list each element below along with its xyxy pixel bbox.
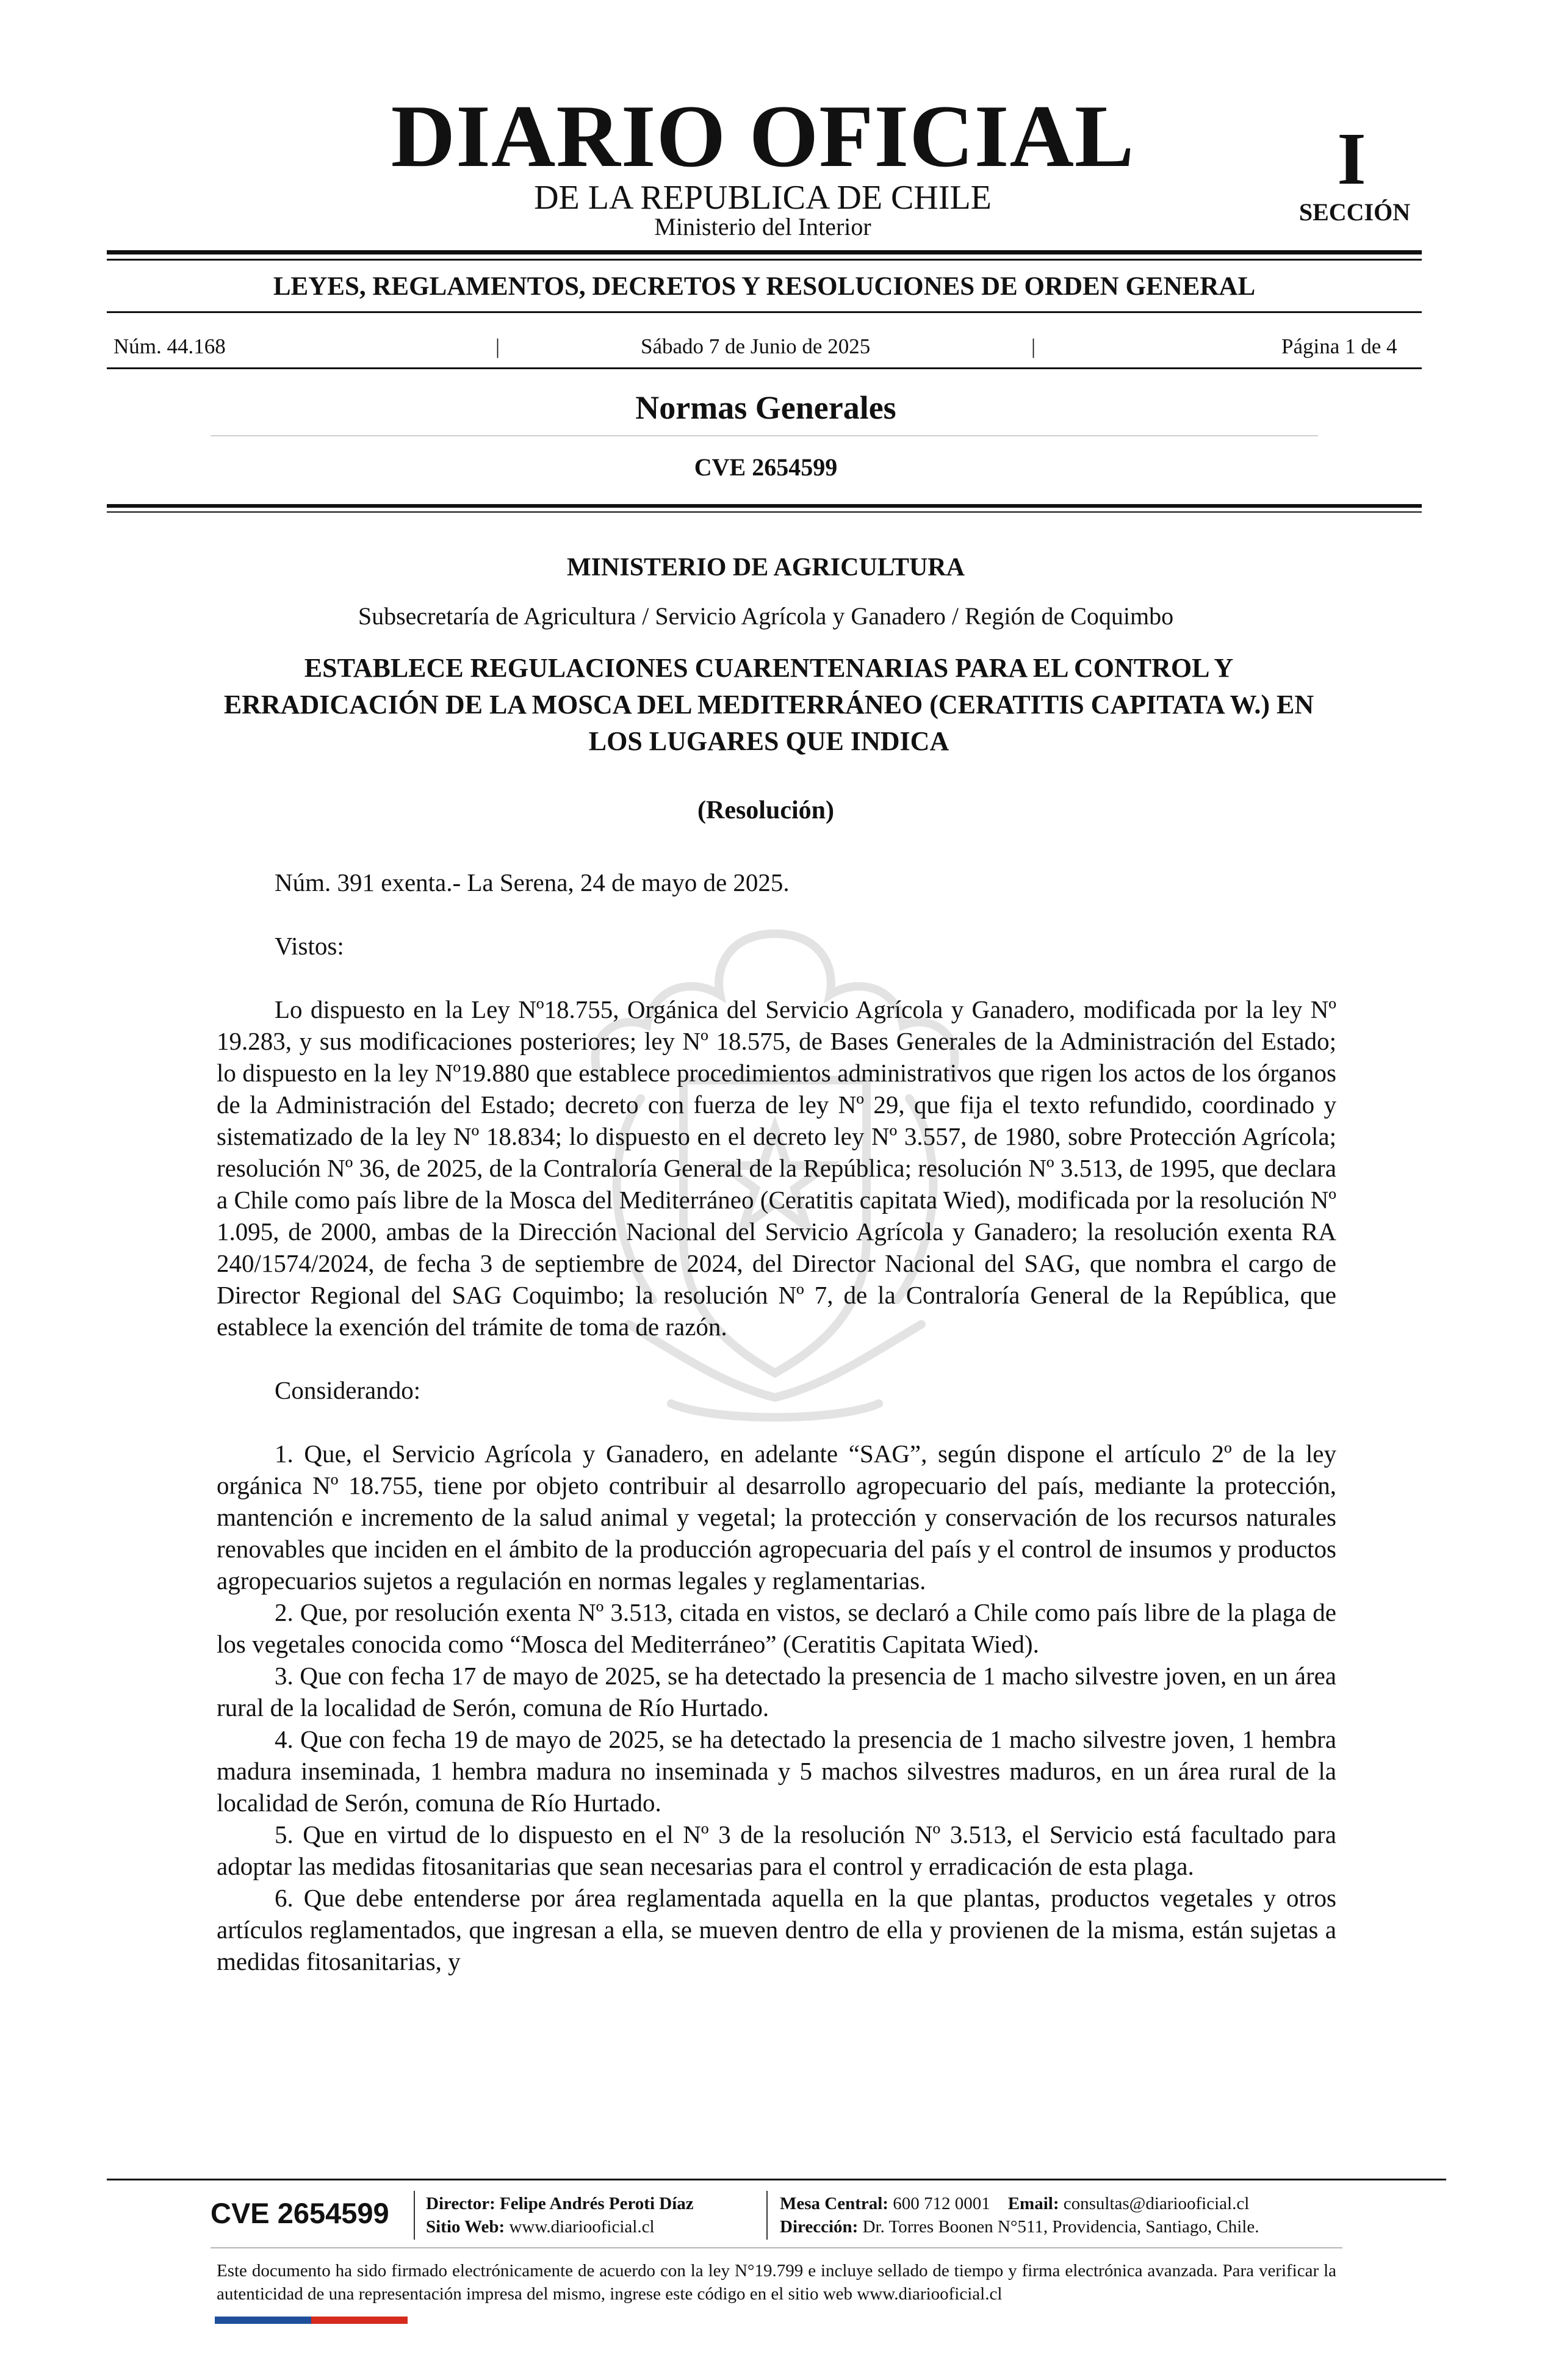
- masthead-subtitle: DE LA REPUBLICA DE CHILE: [534, 179, 992, 217]
- director-name: Felipe Andrés Peroti Díaz: [500, 2194, 694, 2213]
- address-text: Dr. Torres Boonen N°511, Providencia, Santiago, Chile.: [862, 2217, 1259, 2237]
- website-link[interactable]: www.diariooficial.cl: [509, 2217, 655, 2237]
- considerando-item: 5. Que en virtud de lo dispuesto en el Nº 3 de la resolución Nº 3.513, el Servicio está facultado para adoptar las medidas fitosanitarias que sean necesarias para el control y erradicación de esta plaga.: [217, 1820, 1336, 1880]
- resolution-kind: (Resolución): [697, 796, 834, 824]
- flag-stripe-red: [311, 2317, 408, 2324]
- masthead-rule-thin: [107, 259, 1422, 261]
- phone-label: Mesa Central:: [780, 2194, 888, 2213]
- info-separator: |: [495, 334, 500, 358]
- masthead-title: DIARIO OFICIAL: [391, 87, 1135, 186]
- subsecretaria-line: Subsecretaría de Agricultura / Servicio Agrícola y Ganadero / Región de Coquimbo: [358, 602, 1174, 630]
- cve-code: CVE 2654599: [694, 453, 838, 481]
- cve-rule-thin: [107, 511, 1422, 513]
- section-label: SECCIÓN: [1298, 198, 1411, 226]
- resolution-number-line: Núm. 391 exenta.- La Serena, 24 de mayo de 2025.: [275, 868, 790, 896]
- section-number: I: [1337, 118, 1366, 200]
- considerando-heading: Considerando:: [275, 1376, 421, 1404]
- email-link[interactable]: consultas@diariooficial.cl: [1063, 2194, 1250, 2213]
- website-label: Sitio Web:: [426, 2217, 505, 2237]
- phone-number: 600 712 0001: [893, 2194, 990, 2213]
- issue-date: Sábado 7 de Junio de 2025: [641, 334, 871, 358]
- masthead-ministry: Ministerio del Interior: [654, 213, 871, 240]
- considerando-item: 1. Que, el Servicio Agrícola y Ganadero, en adelante “SAG”, según dispone el artículo 2º de la ley orgánica Nº 18.755, tiene por objeto contribuir al desarrollo agropecuario del país, mediante la protección, mantención e incremento de la salud animal y vegetal; la protección y conservación de los recursos naturales renovables que inciden en el ámbito de la producción agropecuaria del país y el control de insumos y productos agropecuarios sujetos a regulación en normas legales y reglamentarias.: [217, 1440, 1336, 1595]
- footer-separator: [414, 2191, 415, 2240]
- footer-cve-code: CVE 2654599: [211, 2197, 389, 2229]
- legal-notice: Este documento ha sido firmado electrónicamente de acuerdo con la ley N°19.799 e incluye sellado de tiempo y firma electrónica avanzada. Para verificar la autenticidad de una representación impresa del mismo, ingrese este código en el sitio web www.diariooficial.cl: [217, 2261, 1336, 2304]
- director-label: Director:: [426, 2194, 495, 2213]
- considerando-item: 2. Que, por resolución exenta Nº 3.513, citada en vistos, se declaró a Chile como país libre de la plaga de los vegetales conocida como “Mosca del Mediterráneo” (Ceratitis Capitata Wied).: [217, 1598, 1336, 1658]
- footer-contact-block: [780, 2192, 1259, 2238]
- info-rule: [107, 367, 1422, 369]
- cve-rule-thick: [107, 504, 1422, 508]
- address-label: Dirección:: [780, 2217, 859, 2237]
- footer-rule: [107, 2179, 1446, 2180]
- page-indicator: Página 1 de 4: [1281, 334, 1397, 358]
- considerando-item: 3. Que con fecha 17 de mayo de 2025, se ha detectado la presencia de 1 macho silvestre joven, en un área rural de la localidad de Serón, comuna de Río Hurtado.: [217, 1662, 1336, 1722]
- vistos-paragraph: Lo dispuesto en la Ley Nº18.755, Orgánica del Servicio Agrícola y Ganadero, modificada por la ley Nº 19.283, y sus modificaciones posteriores; ley Nº 18.575, de Bases Generales de la Administración del Estado; lo dispuesto en la ley Nº19.880 que establece procedimientos administrativos que rigen los actos de los órganos de la Administración del Estado; decreto con fuerza de ley Nº 29, que fija el texto refundido, coordinado y sistematizado de la ley Nº 18.834; lo dispuesto en el decreto ley Nº 3.557, de 1980, sobre Protección Agrícola; resolución Nº 36, de 2025, de la Contraloría General de la República; resolución Nº 3.513, de 1995, que declara a Chile como país libre de la Mosca del Mediterráneo (Ceratitis capitata Wied), modificada por la resolución Nº 1.095, de 2000, ambas de la Dirección Nacional del Servicio Agrícola y Ganadero; la resolución exenta RA 240/1574/2024, de fecha 3 de septiembre de 2024, del Director Nacional del SAG, que nombra el cargo de Director Regional del SAG Coquimbo; la resolución Nº 7, de la Contraloría General de la República, que establece la exención del trámite de toma de razón.: [217, 995, 1336, 1341]
- ministry-heading: MINISTERIO DE AGRICULTURA: [567, 554, 965, 582]
- document-body: [217, 867, 1336, 1977]
- issue-number: Núm. 44.168: [113, 334, 226, 358]
- banner-rule: [107, 311, 1422, 313]
- masthead-rule-thick: [107, 250, 1422, 254]
- info-separator: |: [1031, 334, 1036, 358]
- vistos-heading: Vistos:: [275, 932, 344, 960]
- section-divider: [211, 435, 1318, 436]
- resolution-title: ESTABLECE REGULACIONES CUARENTENARIAS PARA EL CONTROL Y ERRADICACIÓN DE LA MOSCA DEL MEDITERRÁNEO (CERATITIS CAPITATA W.) EN LOS LUGARES QUE INDICA: [223, 653, 1314, 756]
- banner-heading: LEYES, REGLAMENTOS, DECRETOS Y RESOLUCIONES DE ORDEN GENERAL: [273, 272, 1256, 301]
- considerando-item: 4. Que con fecha 19 de mayo de 2025, se ha detectado la presencia de 1 macho silvestre joven, 1 hembra madura inseminada, 1 hembra madura no inseminada y 5 machos silvestres maduros, en un área rural de la localidad de Serón, comuna de Río Hurtado.: [217, 1725, 1336, 1817]
- footer-director-block: [426, 2192, 694, 2238]
- flag-stripe-blue: [215, 2317, 311, 2324]
- section-title: Normas Generales: [635, 389, 896, 426]
- email-label: Email:: [1007, 2194, 1059, 2213]
- considerando-item: 6. Que debe entenderse por área reglamentada aquella en la que plantas, productos vegetales y otros artículos reglamentados, que ingresan a ella, se mueven dentro de ella y provienen de la misma, están sujetas a medidas fitosanitarias, y: [217, 1884, 1336, 1975]
- footer-separator: [766, 2191, 768, 2240]
